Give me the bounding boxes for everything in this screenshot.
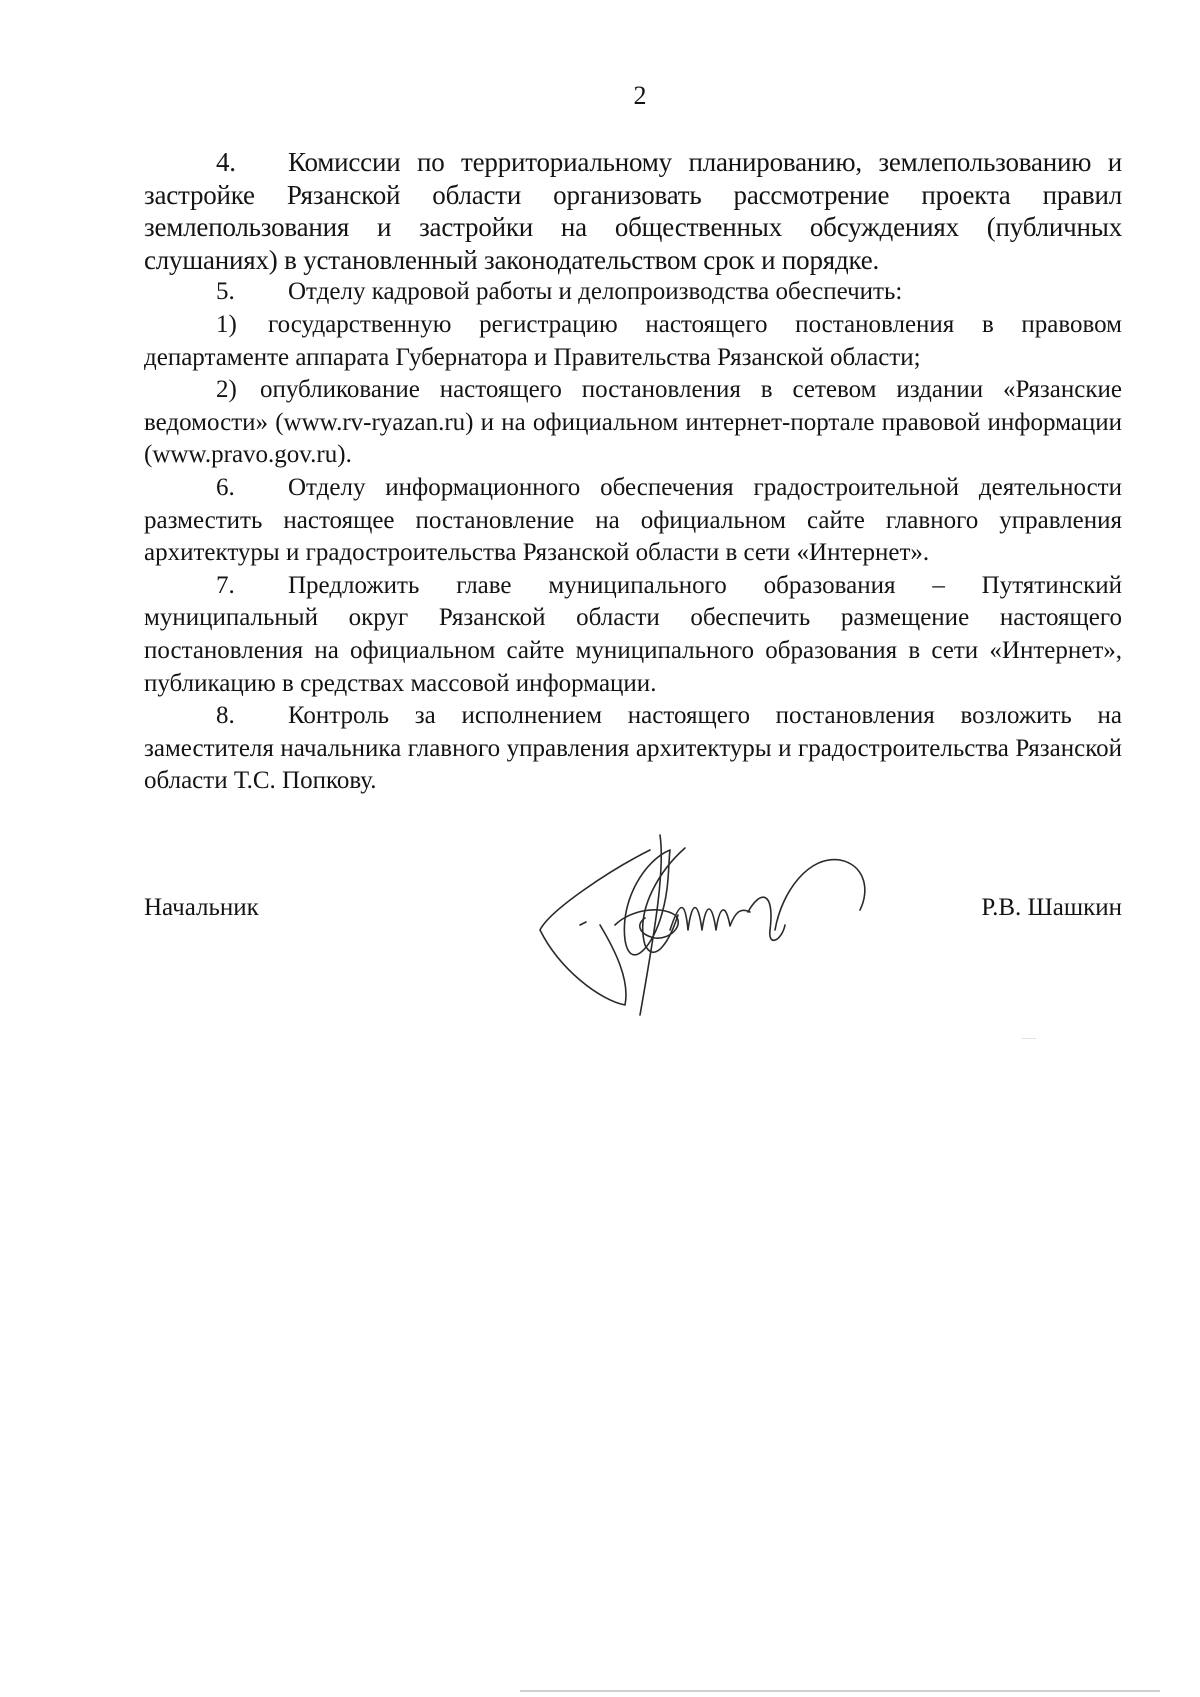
paragraph-8 bbox=[144, 700, 1122, 798]
paragraph-number: 1) bbox=[216, 310, 237, 338]
signatory-title: Начальник bbox=[144, 894, 259, 921]
paragraph-6 bbox=[144, 472, 1122, 570]
paragraph-number: 5. bbox=[216, 278, 235, 306]
paragraph-number: 8. bbox=[216, 702, 235, 730]
paragraph-text: опубликование настоящего постановления в сетевом издании «Рязанские ведомости» (www.rv-ryazan.ru) и на официальном интернет-портале правовой информации (www.pravo.gov.ru). bbox=[144, 376, 1122, 469]
paragraph-text: Отделу кадровой работы и делопроизводства обеспечить: bbox=[288, 278, 903, 306]
paragraph-number: 4. bbox=[216, 147, 236, 177]
paragraph-text: Комиссии по территориальному планированию, землепользованию и застройке Рязанской области организовать рассмотрение проекта правил землепользования и застройки на общественных обсуждениях (публичных слушаниях) в установленный законодательством срок и порядке. bbox=[144, 147, 1122, 275]
paragraph-text: Отделу информационного обеспечения градостроительной деятельности разместить настоящее постановление на официальном сайте главного управления архитектуры и градостроительства Рязанской области в сети «Интернет». bbox=[144, 473, 1122, 567]
paragraph-4 bbox=[144, 146, 1122, 276]
subparagraph-1 bbox=[144, 309, 1122, 374]
paragraph-number: 7. bbox=[216, 571, 235, 599]
paragraph-5 bbox=[144, 276, 1122, 309]
page-number: 2 bbox=[633, 81, 647, 110]
paragraph-number: 6. bbox=[216, 473, 235, 501]
document-body bbox=[144, 146, 1122, 798]
handwritten-signature bbox=[520, 830, 910, 1020]
paragraph-number: 2) bbox=[216, 376, 237, 404]
scan-artifact bbox=[1022, 1038, 1036, 1039]
subparagraph-2 bbox=[144, 374, 1122, 472]
paragraph-text: Предложить главе муниципального образования – Путятинский муниципальный округ Рязанской области обеспечить размещение настоящего постановления на официальном сайте муниципального образования в сети «Интернет», публикацию в средствах массовой информации. bbox=[144, 571, 1122, 697]
scan-edge-line bbox=[520, 1690, 1160, 1692]
signatory-name: Р.В. Шашкин bbox=[981, 894, 1122, 921]
paragraph-text: Контроль за исполнением настоящего постановления возложить на заместителя начальника главного управления архитектуры и градостроительства Рязанской области Т.С. Попкову. bbox=[144, 702, 1122, 795]
paragraph-text: государственную регистрацию настоящего постановления в правовом департаменте аппарата Губернатора и Правительства Рязанской области; bbox=[144, 310, 1122, 371]
paragraph-7 bbox=[144, 570, 1122, 700]
